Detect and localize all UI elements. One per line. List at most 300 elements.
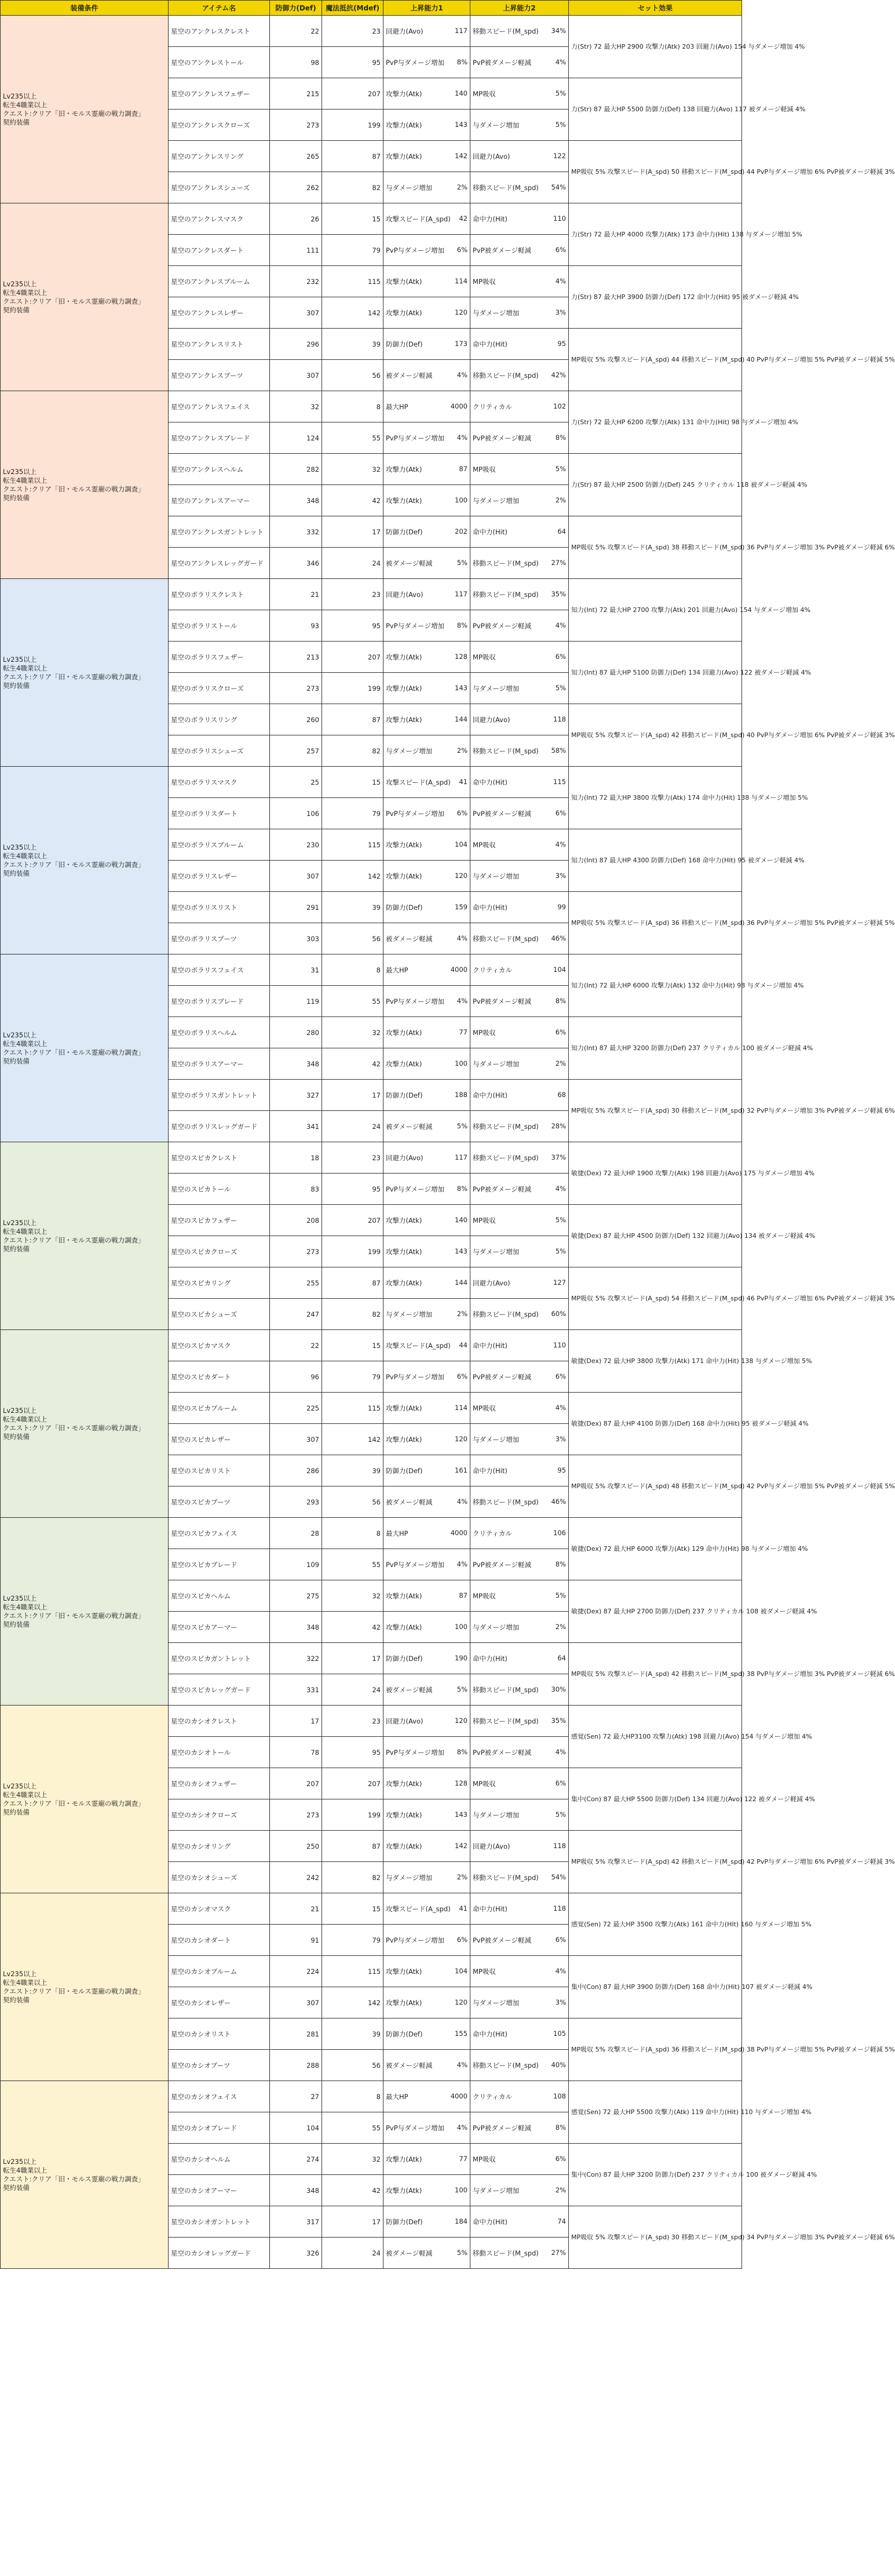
mdef-value: 79 xyxy=(322,798,383,829)
option-1-label: 攻撃力(Atk) xyxy=(386,121,422,129)
option-2-line xyxy=(473,1529,566,1538)
mdef-value: 87 xyxy=(322,141,383,172)
mdef-value: 115 xyxy=(322,829,383,861)
option-1-cell xyxy=(383,579,470,610)
def-value: 291 xyxy=(270,892,322,923)
option-1-value: 173 xyxy=(455,339,467,348)
option-2-label: 移動スピード(M_spd) xyxy=(473,1717,539,1725)
def-value: 22 xyxy=(270,16,322,47)
mdef-value: 56 xyxy=(322,360,383,391)
option-1-value: 120 xyxy=(455,1716,467,1725)
option-2-cell xyxy=(470,516,569,548)
option-1-label: 与ダメージ増加 xyxy=(386,746,433,755)
set-effect: 感覚(Sen) 72 最大HP 3500 攻撃力(Atk) 161 命中力(Hit) 160 与ダメージ増加 5% xyxy=(569,1893,742,1956)
option-2-value: 6% xyxy=(555,1935,566,1944)
def-value: 331 xyxy=(270,1674,322,1706)
equip-condition-line: 転生4職業以上 xyxy=(3,2166,48,2174)
option-1-line xyxy=(386,465,467,474)
option-2-label: 命中力(Hit) xyxy=(473,778,507,786)
option-1-cell xyxy=(383,1643,470,1674)
option-1-line xyxy=(386,1904,467,1914)
option-2-value: 5% xyxy=(555,1215,566,1224)
option-2-line xyxy=(473,1028,566,1037)
option-1-cell xyxy=(383,1393,470,1424)
option-1-value: 114 xyxy=(455,276,467,285)
option-1-line xyxy=(386,1497,467,1507)
option-2-cell xyxy=(470,735,569,767)
def-value: 307 xyxy=(270,1424,322,1455)
item-name: 星空のスピカアーマー xyxy=(169,1612,270,1643)
option-2-cell xyxy=(470,2018,569,2050)
equip-condition-line: Lv235以上 xyxy=(3,1781,37,1790)
item-name: 星空のカシオマスク xyxy=(169,1893,270,1925)
table-row xyxy=(1,1518,742,1549)
option-1-value: 128 xyxy=(455,1779,467,1787)
option-1-value: 77 xyxy=(459,1028,467,1036)
option-1-label: PvP与ダメージ増加 xyxy=(386,2123,444,2132)
option-1-line xyxy=(386,308,467,318)
option-2-cell xyxy=(470,1518,569,1549)
option-2-cell xyxy=(470,798,569,829)
option-1-cell xyxy=(383,1580,470,1612)
set-effect: MP吸収 5% 攻撃スピード(A_spd) 36 移動スピード(M_spd) 36 PvP与ダメージ増加 5% PvP被ダメージ軽減 5% xyxy=(569,892,742,954)
option-2-line xyxy=(473,559,566,568)
option-2-label: MP吸収 xyxy=(473,1779,496,1788)
option-1-cell xyxy=(383,1080,470,1111)
mdef-value: 207 xyxy=(322,642,383,673)
option-2-cell xyxy=(470,1643,569,1674)
option-2-value: 2% xyxy=(555,1059,566,1067)
equip-condition-cell xyxy=(1,1893,169,2081)
option-1-label: PvP与ダメージ増加 xyxy=(386,1372,444,1381)
mdef-value: 87 xyxy=(322,704,383,735)
item-name: 星空のスピカフェザー xyxy=(169,1205,270,1236)
option-1-value: 117 xyxy=(455,589,467,598)
option-2-label: 移動スピード(M_spd) xyxy=(473,590,539,599)
option-1-cell xyxy=(383,2206,470,2238)
option-2-cell xyxy=(470,642,569,673)
option-2-cell xyxy=(470,1361,569,1393)
option-1-cell xyxy=(383,266,470,297)
option-1-cell xyxy=(383,1455,470,1486)
mdef-value: 15 xyxy=(322,1893,383,1925)
option-2-line xyxy=(473,1404,566,1413)
item-name: 星空のアンクレスブレード xyxy=(169,422,270,454)
mdef-value: 24 xyxy=(322,1674,383,1706)
equip-condition-cell xyxy=(1,579,169,767)
def-value: 307 xyxy=(270,861,322,892)
mdef-value: 79 xyxy=(322,235,383,266)
option-2-value: 40% xyxy=(551,2060,566,2069)
set-effect: 力(Str) 72 最大HP 2900 攻撃力(Atk) 203 回避力(Avo) 154 与ダメージ増加 4% xyxy=(569,16,742,78)
item-name: 星空のカシオリスト xyxy=(169,2018,270,2050)
option-2-value: 95 xyxy=(557,1466,566,1474)
option-1-value: 142 xyxy=(455,151,467,160)
def-value: 348 xyxy=(270,1612,322,1643)
option-1-line xyxy=(386,2186,467,2195)
option-2-label: PvP被ダメージ軽減 xyxy=(473,58,531,67)
option-2-cell xyxy=(470,1862,569,1893)
equip-condition-line: 転生4職業以上 xyxy=(3,476,48,484)
option-1-value: 190 xyxy=(455,1653,467,1662)
option-1-label: 攻撃スピード(A_spd) xyxy=(386,214,451,223)
option-1-value: 142 xyxy=(455,1841,467,1850)
option-1-value: 143 xyxy=(455,1810,467,1819)
option-2-value: 68 xyxy=(557,1090,566,1099)
option-1-value: 4% xyxy=(456,996,467,1005)
item-name: 星空のアンクレスガントレット xyxy=(169,516,270,548)
set-effect: 敏捷(Dex) 87 最大HP 2700 防御力(Def) 237 クリティカル 108 被ダメージ軽減 4% xyxy=(569,1580,742,1643)
option-1-label: PvP与ダメージ増加 xyxy=(386,621,444,630)
option-1-label: PvP与ダメージ増加 xyxy=(386,433,444,442)
option-2-line xyxy=(473,1685,566,1695)
option-1-label: 攻撃力(Atk) xyxy=(386,1998,422,2007)
option-2-value: 106 xyxy=(553,1528,566,1537)
option-1-cell xyxy=(383,798,470,829)
header-def: 防御力(Def) xyxy=(270,1,322,16)
option-2-line xyxy=(473,1341,566,1350)
option-1-label: 回避力(Avo) xyxy=(386,27,423,35)
mdef-value: 24 xyxy=(322,2238,383,2269)
mdef-value: 32 xyxy=(322,1017,383,1048)
option-1-label: 攻撃力(Atk) xyxy=(386,1779,422,1788)
item-name: 星空のアンクレスリスト xyxy=(169,329,270,360)
option-1-cell xyxy=(383,1267,470,1299)
set-effect: 敏捷(Dex) 87 最大HP 4500 防御力(Def) 132 回避力(Avo) 134 被ダメージ軽減 4% xyxy=(569,1205,742,1267)
mdef-value: 15 xyxy=(322,1330,383,1361)
mdef-value: 23 xyxy=(322,1706,383,1737)
option-2-value: 3% xyxy=(555,1434,566,1443)
option-1-label: 防御力(Def) xyxy=(386,340,423,348)
equip-condition-line: Lv235以上 xyxy=(3,279,37,288)
equip-condition-line: 契約装備 xyxy=(3,1620,30,1628)
equip-condition-line: 契約装備 xyxy=(3,493,30,502)
mdef-value: 199 xyxy=(322,110,383,141)
option-1-label: 最大HP xyxy=(386,965,408,974)
item-name: 星空のスピカブーツ xyxy=(169,1486,270,1518)
option-1-line xyxy=(386,1967,467,1976)
mdef-value: 56 xyxy=(322,1486,383,1518)
option-1-label: 攻撃力(Atk) xyxy=(386,1247,422,1256)
def-value: 93 xyxy=(270,610,322,642)
def-value: 213 xyxy=(270,642,322,673)
mdef-value: 142 xyxy=(322,1424,383,1455)
option-2-value: 4% xyxy=(555,621,566,629)
def-value: 317 xyxy=(270,2206,322,2238)
option-1-value: 120 xyxy=(455,871,467,880)
option-1-line xyxy=(386,653,467,662)
mdef-value: 95 xyxy=(322,47,383,78)
option-1-line xyxy=(386,1028,467,1037)
option-1-cell xyxy=(383,2238,470,2269)
option-2-line xyxy=(473,496,566,505)
option-1-value: 87 xyxy=(459,1591,467,1599)
option-2-cell xyxy=(470,1799,569,1831)
mdef-value: 32 xyxy=(322,2144,383,2175)
equip-condition-line: クエスト:クリア「旧・モルス霊廟の戦力調査」 xyxy=(3,1799,145,1808)
option-2-value: 95 xyxy=(557,339,566,348)
item-name: 星空のスピカフェイス xyxy=(169,1518,270,1549)
option-2-line xyxy=(473,746,566,756)
option-2-line xyxy=(473,684,566,693)
option-2-line xyxy=(473,1748,566,1757)
equip-condition-line: 転生4職業以上 xyxy=(3,1602,48,1611)
option-2-label: PvP被ダメージ軽減 xyxy=(473,433,531,442)
option-2-value: 8% xyxy=(555,1560,566,1568)
option-1-cell xyxy=(383,1236,470,1267)
option-2-line xyxy=(473,2217,566,2227)
option-2-label: MP吸収 xyxy=(473,1591,496,1600)
set-effect: 集中(Con) 87 最大HP 3900 防御力(Def) 168 命中力(Hit) 107 被ダメージ軽減 4% xyxy=(569,1956,742,2018)
option-2-line xyxy=(473,1936,566,1945)
option-1-label: 回避力(Avo) xyxy=(386,590,423,599)
option-2-label: PvP被ダメージ軽減 xyxy=(473,621,531,630)
option-1-cell xyxy=(383,1048,470,1080)
option-1-label: 攻撃力(Atk) xyxy=(386,872,422,880)
option-1-cell xyxy=(383,329,470,360)
option-2-value: 6% xyxy=(555,1779,566,1787)
option-1-cell xyxy=(383,1424,470,1455)
option-2-cell xyxy=(470,1080,569,1111)
option-2-value: 8% xyxy=(555,996,566,1005)
option-1-line xyxy=(386,997,467,1006)
mdef-value: 95 xyxy=(322,1174,383,1205)
option-1-label: 被ダメージ軽減 xyxy=(386,2249,433,2257)
item-name: 星空のボラリスフェイス xyxy=(169,954,270,986)
option-2-cell xyxy=(470,485,569,516)
option-2-value: 4% xyxy=(555,276,566,285)
option-2-line xyxy=(473,1153,566,1163)
mdef-value: 87 xyxy=(322,1267,383,1299)
equip-condition-line: クエスト:クリア「旧・モルス霊廟の戦力調査」 xyxy=(3,672,145,681)
item-name: 星空のスピカレザー xyxy=(169,1424,270,1455)
option-1-line xyxy=(386,1873,467,1882)
option-2-value: 30% xyxy=(551,1685,566,1693)
option-1-value: 5% xyxy=(456,1121,467,1130)
option-2-line xyxy=(473,653,566,662)
option-2-line xyxy=(473,1247,566,1256)
option-1-value: 117 xyxy=(455,1153,467,1161)
option-2-line xyxy=(473,527,566,537)
item-name: 星空のアンクレスヘルム xyxy=(169,454,270,485)
option-1-value: 120 xyxy=(455,1434,467,1443)
option-1-line xyxy=(386,89,467,99)
option-1-value: 100 xyxy=(455,1059,467,1067)
mdef-value: 32 xyxy=(322,454,383,485)
option-2-line xyxy=(473,89,566,99)
option-1-label: 攻撃力(Atk) xyxy=(386,1404,422,1412)
option-1-label: 攻撃スピード(A_spd) xyxy=(386,1904,451,1913)
option-2-label: 移動スピード(M_spd) xyxy=(473,1153,539,1162)
option-2-line xyxy=(473,1560,566,1569)
mdef-value: 17 xyxy=(322,516,383,548)
table-row xyxy=(1,1142,742,1174)
option-2-value: 8% xyxy=(555,433,566,442)
option-2-line xyxy=(473,371,566,380)
equip-condition-line: 契約装備 xyxy=(3,2183,30,2192)
option-1-cell xyxy=(383,610,470,642)
mdef-value: 55 xyxy=(322,1549,383,1580)
option-2-line xyxy=(473,903,566,912)
option-1-cell xyxy=(383,1862,470,1893)
option-1-line xyxy=(386,340,467,349)
option-2-label: 与ダメージ増加 xyxy=(473,1059,520,1068)
def-value: 232 xyxy=(270,266,322,297)
equip-condition-line: クエスト:クリア「旧・モルス霊廟の戦力調査」 xyxy=(3,1987,145,1995)
equip-condition-line: Lv235以上 xyxy=(3,1406,37,1415)
def-value: 307 xyxy=(270,297,322,329)
option-2-cell xyxy=(470,1142,569,1174)
def-value: 96 xyxy=(270,1361,322,1393)
equip-condition-line: 契約装備 xyxy=(3,1808,30,1816)
equip-condition-line: 転生4職業以上 xyxy=(3,1227,48,1236)
option-2-line xyxy=(473,1278,566,1288)
def-value: 296 xyxy=(270,329,322,360)
option-1-cell xyxy=(383,642,470,673)
option-1-value: 77 xyxy=(459,2154,467,2163)
equip-condition-line: 契約装備 xyxy=(3,1995,30,2004)
option-1-cell xyxy=(383,673,470,704)
option-1-label: 被ダメージ軽減 xyxy=(386,559,433,567)
option-1-line xyxy=(386,715,467,724)
option-2-cell xyxy=(470,673,569,704)
mdef-value: 8 xyxy=(322,954,383,986)
option-1-line xyxy=(386,1779,467,1788)
mdef-value: 42 xyxy=(322,1612,383,1643)
option-2-label: 与ダメージ増加 xyxy=(473,1435,520,1444)
option-1-cell xyxy=(383,1017,470,1048)
option-1-line xyxy=(386,1372,467,1382)
item-name: 星空のアンクレスダート xyxy=(169,235,270,266)
def-value: 255 xyxy=(270,1267,322,1299)
def-value: 230 xyxy=(270,829,322,861)
option-1-label: PvP与ダメージ増加 xyxy=(386,809,444,818)
option-2-line xyxy=(473,778,566,787)
set-effect: MP吸収 5% 攻撃スピード(A_spd) 42 移動スピード(M_spd) 38 PvP与ダメージ増加 3% PvP被ダメージ軽減 6% xyxy=(569,1643,742,1706)
equip-condition-line: 契約装備 xyxy=(3,118,30,126)
option-2-cell xyxy=(470,1267,569,1299)
option-1-value: 188 xyxy=(455,1090,467,1099)
def-value: 346 xyxy=(270,548,322,579)
option-2-label: 命中力(Hit) xyxy=(473,903,507,912)
option-1-line xyxy=(386,809,467,818)
option-1-value: 100 xyxy=(455,495,467,504)
set-effect: 知力(Int) 72 最大HP 2700 攻撃力(Atk) 201 回避力(Avo) 154 与ダメージ増加 4% xyxy=(569,579,742,642)
def-value: 307 xyxy=(270,1987,322,2018)
option-2-line xyxy=(473,1717,566,1726)
option-2-label: 命中力(Hit) xyxy=(473,214,507,223)
item-name: 星空のボラリスマスク xyxy=(169,767,270,798)
option-1-value: 159 xyxy=(455,902,467,911)
set-effect: MP吸収 5% 攻撃スピード(A_spd) 30 移動スピード(M_spd) 34 PvP与ダメージ増加 3% PvP被ダメージ軽減 6% xyxy=(569,2206,742,2269)
item-name: 星空のアンクレスブーツ xyxy=(169,360,270,391)
mdef-value: 115 xyxy=(322,1393,383,1424)
option-1-cell xyxy=(383,1174,470,1205)
option-1-cell xyxy=(383,1549,470,1580)
option-2-value: 27% xyxy=(551,2248,566,2257)
option-1-label: 攻撃力(Atk) xyxy=(386,1059,422,1068)
option-1-value: 4000 xyxy=(450,965,467,974)
option-2-cell xyxy=(470,579,569,610)
option-1-label: 防御力(Def) xyxy=(386,1466,423,1475)
option-1-value: 6% xyxy=(456,808,467,817)
option-1-value: 2% xyxy=(456,1872,467,1881)
option-1-line xyxy=(386,1278,467,1288)
option-2-cell xyxy=(470,1330,569,1361)
def-value: 25 xyxy=(270,767,322,798)
option-1-value: 4000 xyxy=(450,1528,467,1537)
item-name: 星空のカシオアーマー xyxy=(169,2175,270,2206)
option-1-label: 与ダメージ増加 xyxy=(386,1310,433,1318)
option-1-label: 被ダメージ軽減 xyxy=(386,1685,433,1694)
option-2-value: 115 xyxy=(553,777,566,786)
option-1-value: 143 xyxy=(455,1247,467,1255)
option-1-line xyxy=(386,1185,467,1194)
option-1-label: 攻撃力(Atk) xyxy=(386,653,422,661)
mdef-value: 199 xyxy=(322,1236,383,1267)
set-effect: 敏捷(Dex) 72 最大HP 6000 攻撃力(Atk) 129 命中力(Hit) 98 与ダメージ増加 4% xyxy=(569,1518,742,1580)
item-name: 星空のカシオクレスト xyxy=(169,1706,270,1737)
mdef-value: 23 xyxy=(322,1142,383,1174)
option-2-cell xyxy=(470,1299,569,1330)
option-2-label: PvP被ダメージ軽減 xyxy=(473,1372,531,1381)
item-name: 星空のアンクレスマスク xyxy=(169,203,270,235)
option-1-line xyxy=(386,527,467,537)
item-name: 星空のボラリスアーマー xyxy=(169,1048,270,1080)
item-name: 星空のカシオリング xyxy=(169,1831,270,1862)
item-name: 星空のボラリスリング xyxy=(169,704,270,735)
set-effect: MP吸収 5% 攻撃スピード(A_spd) 42 移動スピード(M_spd) 40 PvP与ダメージ増加 6% PvP被ダメージ軽減 3% xyxy=(569,704,742,767)
option-1-line xyxy=(386,965,467,975)
option-2-label: クリティカル xyxy=(473,402,512,411)
set-effect: MP吸収 5% 攻撃スピード(A_spd) 38 移動スピード(M_spd) 36 PvP与ダメージ増加 3% PvP被ダメージ軽減 6% xyxy=(569,516,742,579)
option-1-value: 202 xyxy=(455,527,467,535)
option-2-cell xyxy=(470,422,569,454)
option-2-cell xyxy=(470,1768,569,1799)
equip-condition-cell xyxy=(1,391,169,579)
option-2-line xyxy=(473,1216,566,1225)
option-1-value: 8% xyxy=(456,57,467,66)
table-row xyxy=(1,954,742,986)
option-1-line xyxy=(386,27,467,36)
def-value: 104 xyxy=(270,2112,322,2144)
option-2-line xyxy=(473,997,566,1006)
option-2-cell xyxy=(470,1612,569,1643)
option-2-value: 99 xyxy=(557,902,566,911)
def-value: 326 xyxy=(270,2238,322,2269)
equip-condition-line: クエスト:クリア「旧・モルス霊廟の戦力調査」 xyxy=(3,1611,145,1620)
option-2-label: 与ダメージ増加 xyxy=(473,121,520,129)
option-2-line xyxy=(473,1904,566,1914)
option-2-cell xyxy=(470,954,569,986)
option-1-cell xyxy=(383,1299,470,1330)
option-2-label: 命中力(Hit) xyxy=(473,1654,507,1663)
option-1-cell xyxy=(383,1330,470,1361)
option-2-cell xyxy=(470,391,569,422)
option-1-line xyxy=(386,2155,467,2164)
option-1-line xyxy=(386,1091,467,1100)
option-2-label: MP吸収 xyxy=(473,653,496,661)
def-value: 250 xyxy=(270,1831,322,1862)
mdef-value: 39 xyxy=(322,892,383,923)
option-1-line xyxy=(386,1216,467,1225)
option-1-cell xyxy=(383,1831,470,1862)
option-1-label: 被ダメージ軽減 xyxy=(386,1497,433,1506)
option-1-label: 与ダメージ増加 xyxy=(386,1873,433,1882)
set-effect: MP吸収 5% 攻撃スピード(A_spd) 44 移動スピード(M_spd) 40 PvP与ダメージ増加 5% PvP被ダメージ軽減 5% xyxy=(569,329,742,391)
option-1-cell xyxy=(383,454,470,485)
def-value: 293 xyxy=(270,1486,322,1518)
